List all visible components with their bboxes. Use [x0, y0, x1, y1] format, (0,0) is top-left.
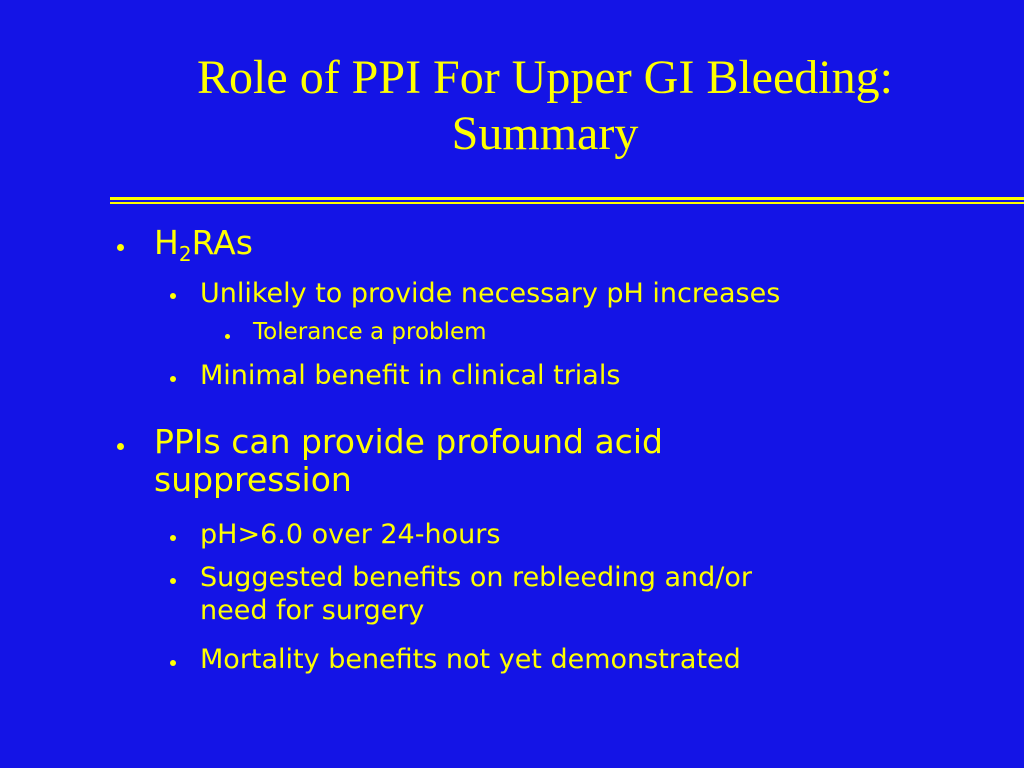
bullet-dot [170, 660, 176, 666]
bullet-dot [117, 443, 124, 450]
title-line-2: Summary [451, 107, 639, 160]
bullet-suggested [200, 561, 752, 627]
h2ras-subscript: 2 [178, 242, 192, 266]
bullet-dot [117, 244, 124, 251]
title-divider-bottom [110, 202, 1024, 204]
bullet-dot [170, 535, 176, 541]
bullet-dot [170, 293, 176, 299]
title-line-1: Role of PPI For Upper GI Bleeding: [197, 51, 893, 104]
suggested-line-1: Suggested benefits on rebleeding and/or [200, 562, 753, 593]
bullet-h2ras [154, 223, 253, 266]
h2ras-prefix: H [154, 223, 179, 262]
bullet-dot [170, 578, 176, 584]
bullet-tolerance: Tolerance a problem [253, 319, 487, 345]
bullet-dot [170, 376, 176, 382]
ppis-line-1: PPIs can provide profound acid [154, 422, 663, 461]
suggested-line-2: need for surgery [200, 595, 425, 626]
bullet-mortality: Mortality benefits not yet demonstrated [200, 644, 741, 675]
bullet-dot [225, 334, 230, 339]
bullet-unlikely: Unlikely to provide necessary pH increases [200, 278, 781, 309]
ppis-line-2: suppression [154, 460, 352, 499]
h2ras-suffix: RAs [191, 223, 253, 262]
slide-title [40, 50, 1024, 162]
title-divider-top [110, 197, 1024, 200]
bullet-minimal: Minimal benefit in clinical trials [200, 360, 621, 391]
bullet-ph: pH>6.0 over 24-hours [200, 519, 501, 550]
bullet-ppis [154, 423, 663, 499]
